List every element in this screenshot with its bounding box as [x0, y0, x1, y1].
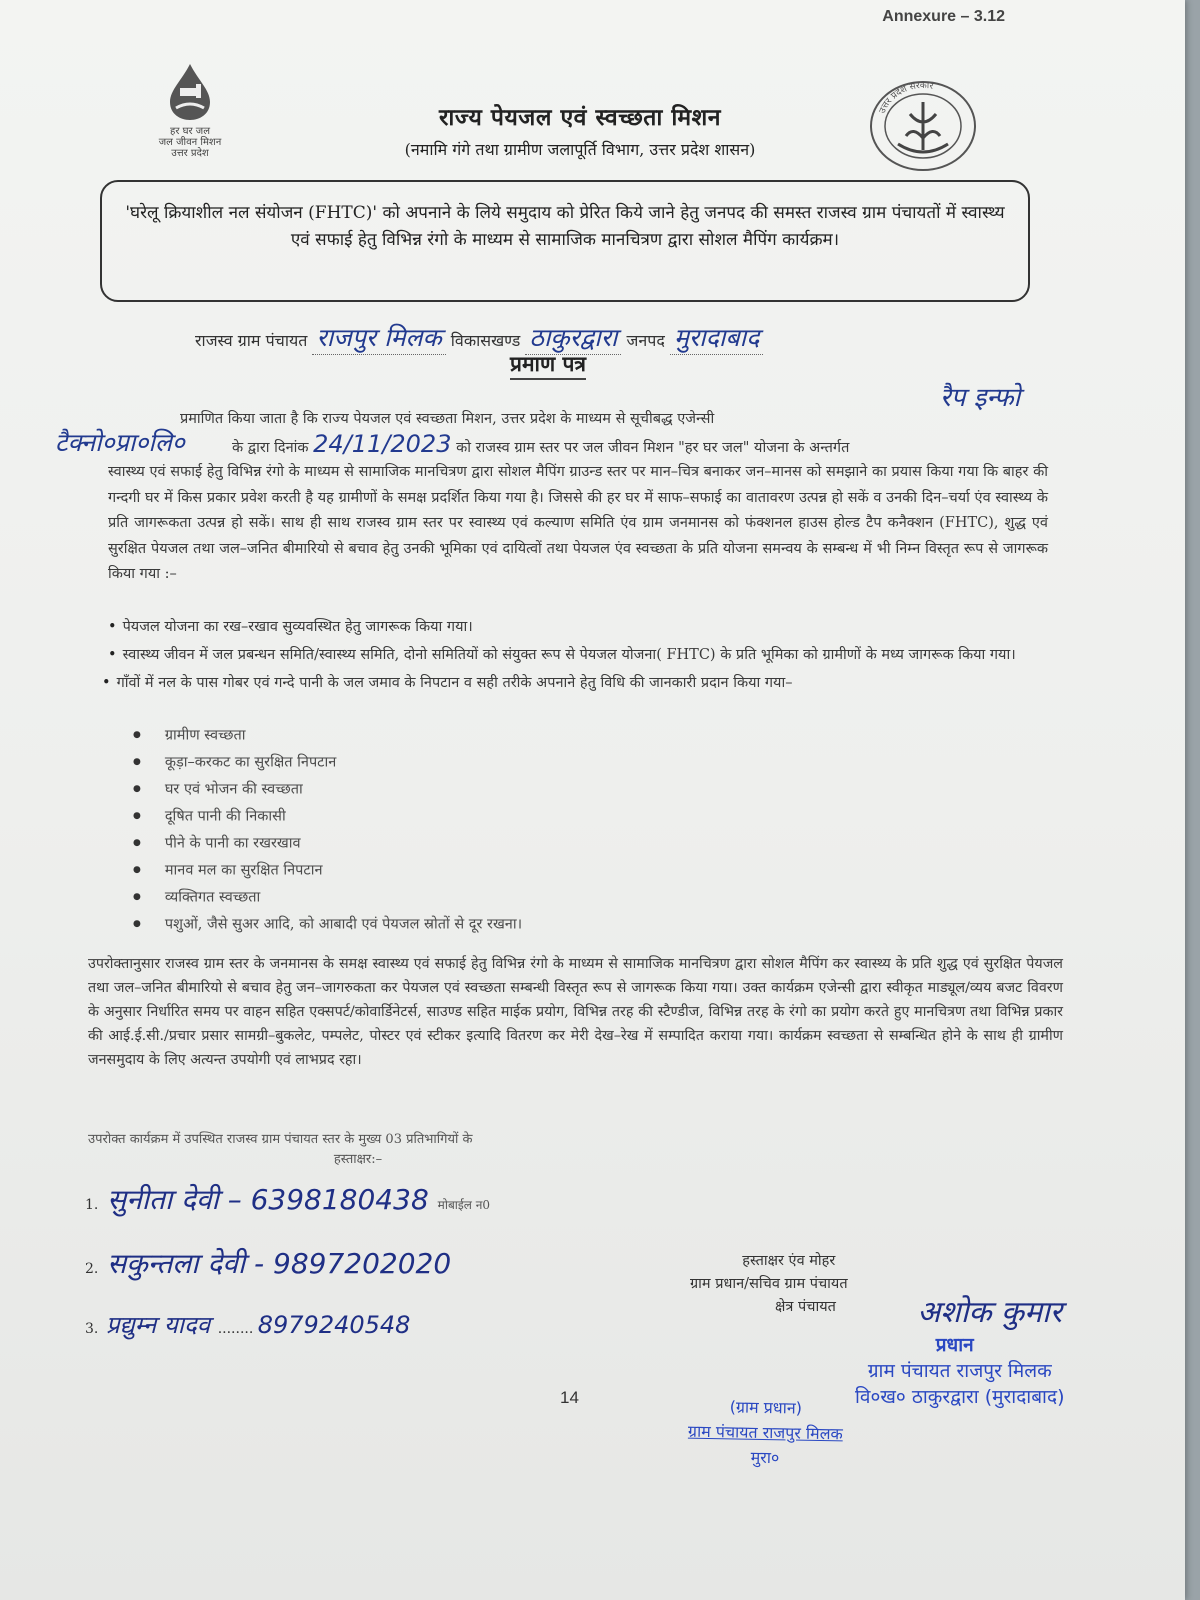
sub-bullet-list [133, 722, 522, 938]
participant-name: सुनीता देवी [107, 1183, 219, 1216]
stamp2-line-3: मुरा० [750, 1447, 780, 1468]
sub-bullet-item: ● घर एवं भोजन की स्वच्छता [133, 776, 522, 803]
agency-name-handwritten-1: रैप इन्फो [940, 383, 1021, 413]
program-banner: 'घरेलू क्रियाशील नल संयोजन (FHTC)' को अपनाने के लिये समुदाय को प्रेरित किये जाने हेतु जनपद की समस्त राजस्व ग्राम पंचायतों में स्वास्थ्य एवं सफाई हेतु विभिन्न रंगो के माध्यम से सामाजिक मानचित्रण द्वारा सोशल मैपिंग कार्यक्रम। [100, 180, 1030, 302]
signatory-line-2: ग्राम प्रधान/सचिव ग्राम पंचायत [690, 1276, 848, 1292]
participant-row-1: 1. सुनीता देवी – 6398180438 मोबाईल न0 [85, 1183, 491, 1216]
intro-line-2b: को राजस्व ग्राम स्तर पर जल जीवन मिशन "हर घर जल" योजना के अन्तर्गत [456, 440, 850, 456]
participant-row-3: 3. प्रद्युम्न यादव ........ 8979240548 [85, 1311, 411, 1339]
district-label: जनपद [626, 331, 665, 350]
signatory-block [690, 1250, 848, 1319]
participant-number: 2. [85, 1261, 99, 1277]
participant-name: प्रद्युम्न यादव [106, 1311, 211, 1339]
stamp-line-3: वि०ख० ठाकुरद्वारा (मुरादाबाद) [855, 1386, 1065, 1408]
participants-note [88, 1130, 628, 1170]
conclusion-paragraph: उपरोक्तानुसार राजस्व ग्राम स्तर के जनमानस के समक्ष स्वास्थ्य एवं सफाई हेतु विभिन्न रंगो के माध्यम से सामाजिक मानचित्रण द्वारा सोशल मैपिंग कर स्वास्थ्य के प्रति शुद्ध एवं सुरक्षित पेयजल तथा जल–जनित बीमारियो से बचाव हेतु जन–जागरुकता कर पेयजल एवं स्वच्छता सम्बन्धी विस्तृत रूप से जागरूक किया गया। उक्त कार्यक्रम एजेन्सी द्वारा स्वीकृत माड्यूल/व्यय बजट विवरण के अनुसार निर्धारित समय पर वाहन सहित एक्सपर्ट/कोवार्डिनेटर्स, साउण्ड सहित माईक प्रयोग, विभिन्न तरह की स्टैण्डीज, विभिन्न तरह के रंगो का प्रयोग करते हुए मानचित्रण तथा विभिन्न प्रकार की आई.ई.सी./प्रचार प्रसार सामग्री–बुकलेट, पम्पलेट, पोस्टर एवं स्टीकर इत्यादि वितरण कर मेरी देख–रेख में सम्पादित कराया गया। कार्यक्रम स्वच्छता से सम्बन्धित होने के साथ ही ग्रामीण जनसमुदाय के लिए अत्यन्त उपयोगी एवं लाभप्रद रहा। [88, 956, 1063, 1068]
mission-title: राज्य पेयजल एवं स्वच्छता मिशन [439, 104, 721, 131]
up-government-emblem [868, 80, 978, 176]
stamp2-line-1: (ग्राम प्रधान) [729, 1397, 803, 1418]
sub-bullet-item: ● मानव मल का सुरक्षित निपटान [133, 857, 522, 884]
sub-bullet-item: ● दूषित पानी की निकासी [133, 803, 522, 830]
participants-note-text: उपरोक्त कार्यक्रम में उपस्थित राजस्व ग्राम पंचायत स्तर के मुख्य 03 प्रतिभागियों के [88, 1132, 473, 1147]
mission-heading [300, 100, 860, 160]
participant-mobile: 6398180438 [250, 1183, 429, 1216]
emblem-arc-text: उत्तर प्रदेश सरकार [877, 80, 934, 116]
body-paragraph: स्वास्थ्य एवं सफाई हेतु विभिन्न रंगो के माध्यम से सामाजिक मानचित्रण द्वारा सोशल मैपिंग ग्राउन्ड स्तर पर मान–चित्र बनाकर जन–मानस को समझाने का प्रयास किया गया कि बाहर की गन्दगी घर में किस प्रकार प्रवेश करती है यह ग्रामीणों के समक्ष प्रदर्शित किया गया है। जिससे की हर घर में साफ–सफाई का वातावरण उत्पन्न हो सकें व उनकी दिन–चर्या एंव स्वास्थ्य के प्रति जागरूकता उत्पन्न हो सकें। साथ ही साथ राजस्व ग्राम स्तर पर स्वास्थ्य एवं कल्याण समिति एंव ग्राम जनमानस को फंक्शनल हाउस होल्ड टैप कनैक्शन (FHTC), शुद्ध एवं सुरक्षित पेयजल तथा जल–जनित बीमारियो से बचाव हेतु उनकी भूमिका एवं दायित्वों तथा पेयजल एंव स्वच्छता के प्रति योजना समन्वय के सम्बन्ध में भी निम्न विस्तृत रूप से जागरूक किया गया :– [108, 464, 1048, 582]
bullet-item: • पेयजल योजना का रख–रखाव सुव्यवस्थित हेतु जागरूक किया गया। [108, 614, 1048, 640]
logo-caption-2: जल जीवन मिशन [158, 137, 222, 148]
water-drop-icon [162, 62, 218, 122]
district-value: मुरादाबाद [670, 320, 763, 355]
signatory-line-3: क्षेत्र पंचायत [775, 1299, 836, 1315]
pradhan-stamp [855, 1290, 1064, 1409]
agency-name-handwritten-2: टैक्नो०प्रा०लि० [55, 428, 185, 457]
participant-row-2: 2. सकुन्तला देवी - 9897202020 [85, 1247, 452, 1280]
program-date: 24/11/2023 [313, 430, 452, 458]
sub-bullet-item: ● ग्रामीण स्वच्छता [133, 722, 522, 749]
participant-mobile: 8979240548 [257, 1311, 411, 1339]
stamp2-line-2: ग्राम पंचायत राजपुर मिलक [687, 1421, 843, 1444]
intro-line-1: प्रमाणित किया जाता है कि राज्य पेयजल एवं स्वच्छता मिशन, उत्तर प्रदेश के माध्यम से सूचीबद्ध एजेन्सी [180, 411, 715, 427]
block-value: ठाकुरद्वारा [525, 320, 621, 355]
mobile-label: मोबाईल न0 [437, 1198, 491, 1212]
har-ghar-jal-logo [145, 62, 235, 159]
participants-sign-label: हस्ताक्षर:– [333, 1152, 383, 1167]
signatory-line-1: हस्ताक्षर एंव मोहर [742, 1253, 836, 1269]
logo-caption-1: हर घर जल [170, 126, 210, 137]
gram-panchayat-value: राजपुर मिलक [312, 320, 445, 355]
sub-bullet-item: ● कूड़ा–करकट का सुरक्षित निपटान [133, 749, 522, 776]
sub-bullet-item: ● व्यक्तिगत स्वच्छता [133, 884, 522, 911]
participant-number: 1. [85, 1197, 99, 1213]
stamp-title: प्रधान [935, 1334, 974, 1356]
intro-line-2 [232, 432, 1052, 462]
bullet-item: • गाँवों में नल के पास गोबर एवं गन्दे पानी के जल जमाव के निपटान व सही तरीके अपनाने हेतु विधि की जानकारी प्रदान किया गया– [102, 670, 1048, 696]
secondary-stamp [687, 1394, 843, 1472]
mission-subtitle: (नमामि गंगे तथा ग्रामीण जलापूर्ति विभाग, उत्तर प्रदेश शासन) [404, 140, 756, 159]
sub-bullet-item: ● पशुओं, जैसे सुअर आदि, को आबादी एवं पेयजल स्रोतों से दूर रखना। [133, 911, 522, 938]
gram-panchayat-label: राजस्व ग्राम पंचायत [195, 331, 308, 350]
participant-name: सकुन्तला देवी [107, 1247, 246, 1280]
main-bullet-list [108, 614, 1048, 698]
participant-mobile: 9897202020 [273, 1247, 452, 1280]
logo-caption-3: उत्तर प्रदेश [171, 148, 209, 159]
annexure-label: Annexure – 3.12 [882, 8, 1005, 25]
block-label: विकासखण्ड [450, 331, 521, 350]
location-line [195, 320, 1045, 355]
page-number: 14 [560, 1388, 579, 1407]
sub-bullet-item: ● पीने के पानी का रखरखाव [133, 830, 522, 857]
stamp-line-2: ग्राम पंचायत राजपुर मिलक [867, 1360, 1052, 1382]
up-emblem-icon [868, 80, 978, 172]
certificate-title: प्रमाण पत्र [510, 350, 586, 380]
participant-number: 3. [85, 1321, 99, 1337]
bullet-item: • स्वास्थ्य जीवन में जल प्रबन्धन समिति/स्वास्थ्य समिति, दोनो समितियों को संयुक्त रूप से पेयजल योजना( FHTC) के प्रति भूमिका को ग्रामीणों के मध्य जागरूक किया गया। [108, 642, 1048, 668]
pradhan-signature: अशोक कुमार [917, 1295, 1063, 1330]
intro-line-2a: के द्वारा दिनांक [232, 440, 309, 456]
